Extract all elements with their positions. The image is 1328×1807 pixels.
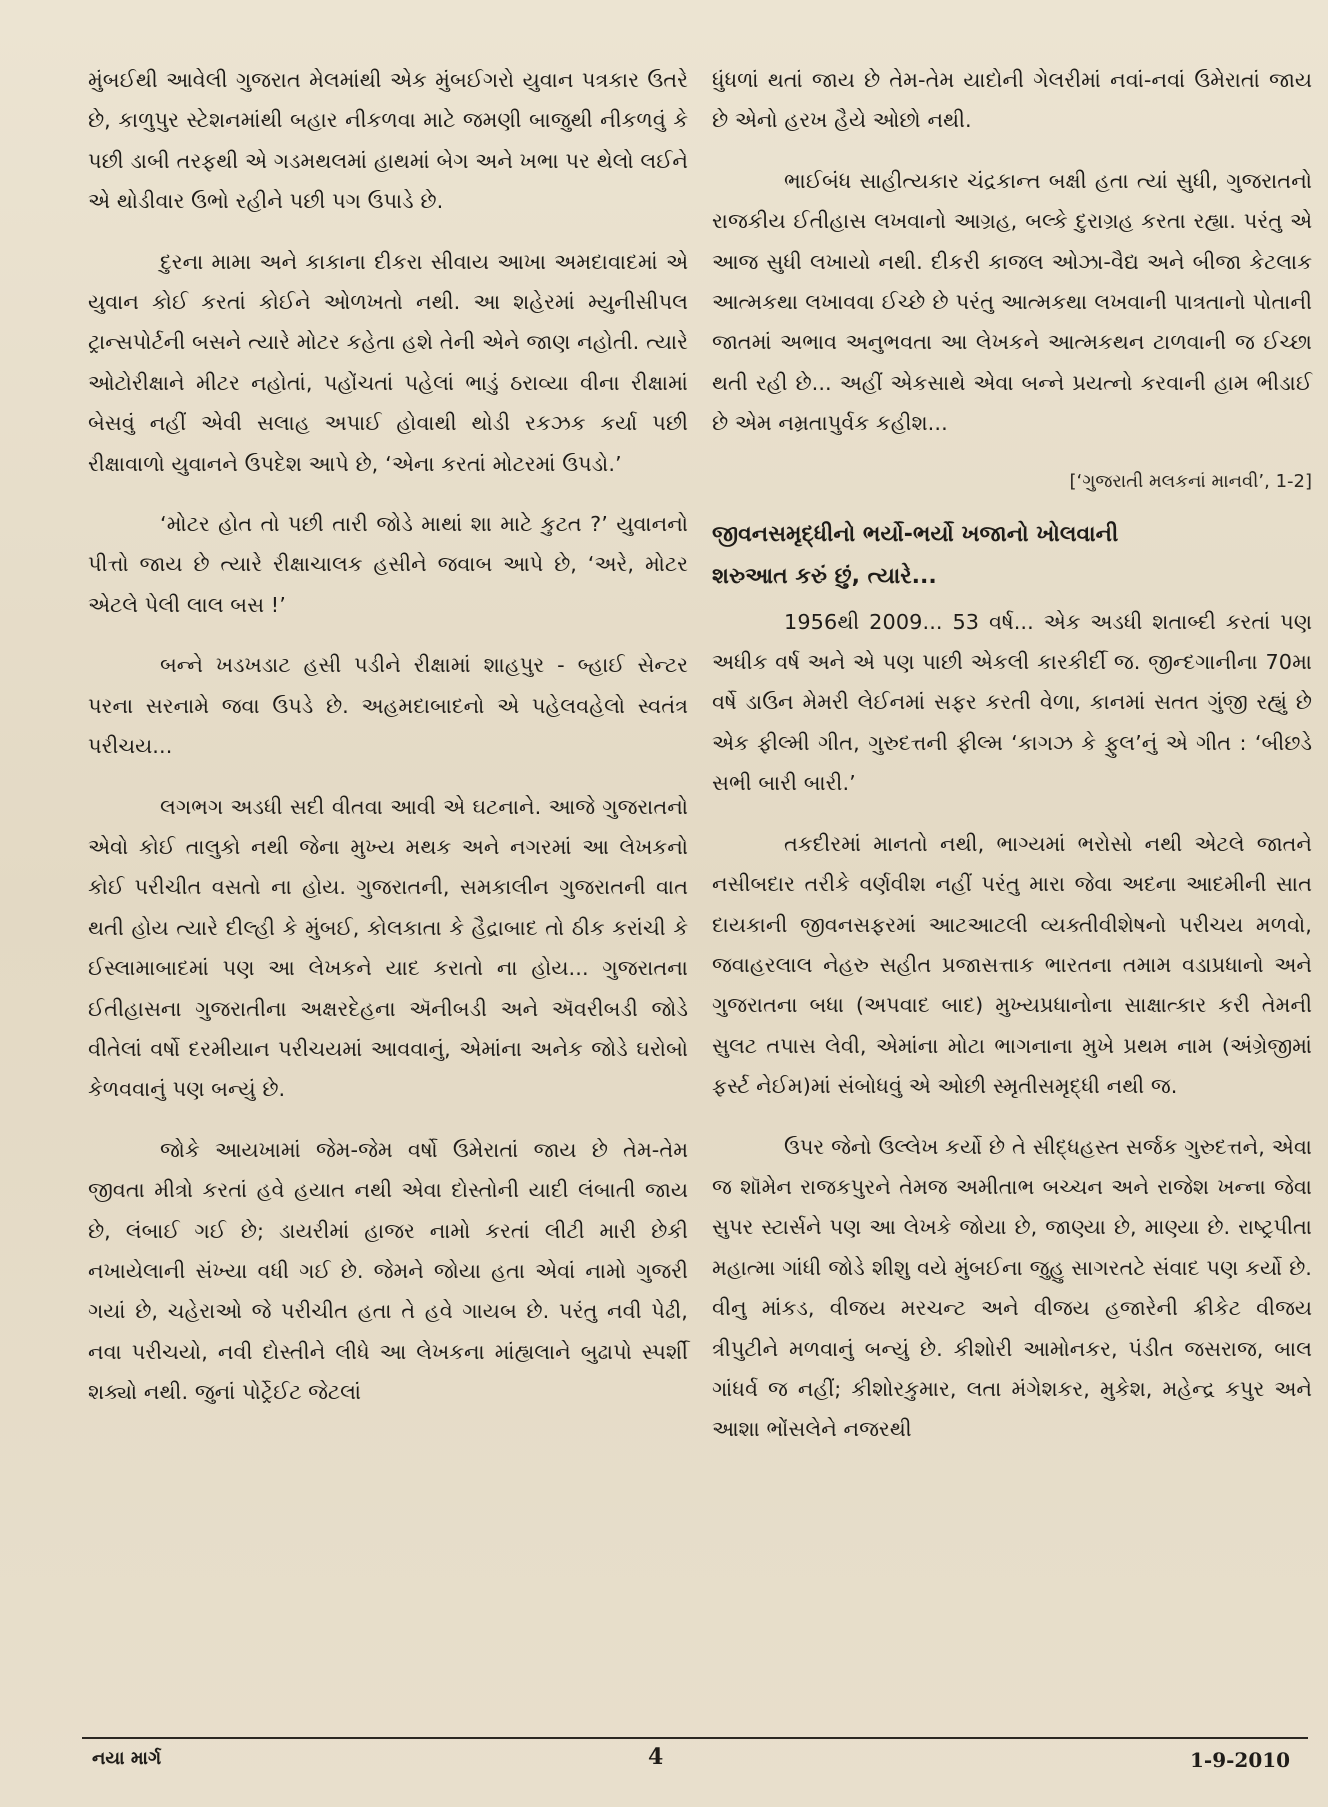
paragraph: મુંબઈથી આવેલી ગુજરાત મેલમાંથી એક મુંબઈગરો યુવાન પત્રકાર ઉતરે છે, કાળુપુર સ્ટેશનમાંથી બહાર નીકળવા માટે જમણી બાજુથી નીકળવું કે પછી ડાબી તરફથી એ ગડમથલમાં હાથમાં બેગ અને ખભા પર થેલો લઈને એ થોડીવાર ઉભો રહીને પછી પગ ઉપાડે છે. xyxy=(88,68,688,214)
section-heading-line: જીવનસમૃદ્ધીનો ભર્યો-ભર્યો ખજાનો ખોલવાની xyxy=(712,521,1119,547)
left-column xyxy=(88,60,688,1433)
paragraph: 1956થી 2009... 53 વર્ષ... એક અડધી શતાબ્દી કરતાં પણ અધીક વર્ષ અને એ પણ પાછી એકલી કારકીર્દી જ. જીન્દગાનીના 70મા વર્ષે ડાઉન મેમરી લેઈનમાં સફર કરતી વેળા, કાનમાં સતત ગુંજી રહ્યું છે એક ફીલ્મી ગીત, ગુરુદત્તની ફીલ્મ ‘કાગઝ કે ફુલ’નું એ ગીત : ‘બીછડે સભી બારી બારી.’ xyxy=(712,609,1312,796)
section-heading xyxy=(712,514,1312,598)
paragraph: તકદીરમાં માનતો નથી, ભાગ્યમાં ભરોસો નથી એટલે જાતને નસીબદાર તરીકે વર્ણવીશ નહીં પરંતુ મારા જેવા અદના આદમીની સાત દાયકાની જીવનસફરમાં આટઆટલી વ્યક્તીવીશેષનો પરીચય મળવો, જવાહરલાલ નેહરુ સહીત પ્રજાસત્તાક ભારતના તમામ વડાપ્રધાનો અને ગુજરાતના બધા (અપવાદ બાદ) મુખ્યપ્રધાનોના સાક્ષાત્કાર કરી તેમની સુલટ તપાસ લેવી, એમાંના મોટા ભાગનાના મુખે પ્રથમ નામ (અંગ્રેજીમાં ફર્સ્ટ નેઈમ)માં સંબોધવું એ ઓછી સ્મૃતીસમૃદ્ધી નથી જ. xyxy=(712,831,1312,1099)
paragraph: ઉપર જેનો ઉલ્લેખ કર્યો છે તે સીદ્ધહસ્ત સર્જક ગુરુદત્તને, એવા જ શૉમેન રાજકપુરને તેમજ અમીતાભ બચ્ચન અને રાજેશ ખન્ના જેવા સુપર સ્ટાર્સને પણ આ લેખકે જોયા છે, જાણ્યા છે, માણ્યા છે. રાષ્ટ્રપીતા મહાત્મા ગાંધી જોડે શીશુ વયે મુંબઈના જુહુ સાગરતટે સંવાદ પણ કર્યો છે. વીનુ માંકડ, વીજય મરચન્ટ અને વીજય હજારેની ક્રીકેટ વીજય ત્રીપુટીને મળવાનું બન્યું છે. કીશોરી આમોનકર, પંડીત જસરાજ, બાલ ગાંધર્વ જ નહીં; કીશોરકુમાર, લતા મંગેશકર, મુકેશ, મહેન્દ્ર કપુર અને આશા ભોંસલેને નજરથી xyxy=(712,1134,1312,1442)
publication-name: નયા માર્ગ xyxy=(92,1748,162,1769)
paragraph: દુરના મામા અને કાકાના દીકરા સીવાય આખા અમદાવાદમાં એ યુવાન કોઈ કરતાં કોઈને ઓળખતો નથી. આ શહેરમાં મ્યુનીસીપલ ટ્રાન્સપોર્ટની બસને ત્યારે મોટર કહેતા હશે તેની એને જાણ નહોતી. ત્યારે ઓટોરીક્ષાને મીટર નહોતાં, પહોંચતાં પહેલાં ભાડું ઠરાવ્યા વીના રીક્ષામાં બેસવું નહીં એવી સલાહ અપાઈ હોવાથી થોડી રકઝક કર્યા પછી રીક્ષાવાળો યુવાનને ઉપદેશ આપે છે, ‘એના કરતાં મોટરમાં ઉપડો.’ xyxy=(88,249,688,476)
page-number: 4 xyxy=(648,1744,664,1770)
paragraph: ‘મોટર હોત તો પછી તારી જોડે માથાં શા માટે કુટત ?’ યુવાનનો પીત્તો જાય છે ત્યારે રીક્ષાચાલક હસીને જવાબ આપે છે, ‘અરે, મોટર એટલે પેલી લાલ બસ !’ xyxy=(88,512,688,617)
section-heading-line: શરુઆત કરું છું, ત્યારે... xyxy=(712,563,937,589)
right-column xyxy=(712,60,1312,1470)
issue-date: 1-9-2010 xyxy=(1190,1748,1291,1772)
paragraph: જોકે આયખામાં જેમ-જેમ વર્ષો ઉમેરાતાં જાય છે તેમ-તેમ જીવતા મીત્રો કરતાં હવે હયાત નથી એવા દોસ્તોની યાદી લંબાતી જાય છે, લંબાઈ ગઈ છે; ડાયરીમાં હાજર નામો કરતાં લીટી મારી છેકી નખાયેલાની સંખ્યા વધી ગઈ છે. જેમને જોયા હતા એવાં નામો ગુજરી ગયાં છે, ચહેરાઓ જે પરીચીત હતા તે હવે ગાયબ છે. પરંતુ નવી પેઢી, નવા પરીચયો, નવી દોસ્તીને લીધે આ લેખકના માંહ્યલાને બુઢાપો સ્પર્શી શક્યો નથી. જુનાં પોર્ટ્રેઈટ જેટલાં xyxy=(88,1137,688,1405)
footer-divider xyxy=(82,1737,1308,1739)
paragraph: ધુંધળાં થતાં જાય છે તેમ-તેમ યાદોની ગેલરીમાં નવાં-નવાં ઉમેરાતાં જાય છે એનો હરખ હૈયે ઓછો નથી. xyxy=(712,68,1312,133)
paragraph: ભાઈબંધ સાહીત્યકાર ચંદ્રકાન્ત બક્ષી હતા ત્યાં સુધી, ગુજરાતનો રાજકીય ઈતીહાસ લખવાનો આગ્રહ, બલ્કે દુરાગ્રહ કરતા રહ્યા. પરંતુ એ આજ સુધી લખાયો નથી. દીકરી કાજલ ઓઝા-વૈદ્ય અને બીજા કેટલાક આત્મકથા લખાવવા ઈચ્છે છે પરંતુ આત્મકથા લખવાની પાત્રતાનો પોતાની જાતમાં અભાવ અનુભવતા આ લેખકને આત્મકથન ટાળવાની જ ઈચ્છા થતી રહી છે... અહીં એકસાથે એવા બન્ને પ્રયત્નો કરવાની હામ ભીડાઈ છે એમ નમ્રતાપુર્વક કહીશ... xyxy=(712,168,1312,436)
citation: [‘ગુજરાતી મલકનાં માનવી’, 1-2] xyxy=(1069,470,1312,492)
paragraph: બન્ને ખડખડાટ હસી પડીને રીક્ષામાં શાહપુર - બ્હાઈ સેન્ટર પરના સરનામે જવા ઉપડે છે. અહમદાબાદનો એ પહેલવહેલો સ્વતંત્ર પરીચય... xyxy=(88,653,688,759)
paragraph: લગભગ અડધી સદી વીતવા આવી એ ઘટનાને. આજે ગુજરાતનો એવો કોઈ તાલુકો નથી જેના મુખ્ય મથક અને નગરમાં આ લેખકનો કોઈ પરીચીત વસતો ના હોય. ગુજરાતની, સમકાલીન ગુજરાતની વાત થતી હોય ત્યારે દીલ્હી કે મુંબઈ, કોલકાતા કે હૈદ્રાબાદ તો ઠીક કરાંચી કે ઈસ્લામાબાદમાં પણ આ લેખકને યાદ કરાતો ના હોય... ગુજરાતના ઈતીહાસના ગુજરાતીના અક્ષરદેહના ઍનીબડી અને ઍવરીબડી જોડે વીતેલાં વર્ષો દરમીયાન પરીચયમાં આવવાનું, એમાંના અનેક જોડે ઘરોબો કેળવવાનું પણ બન્યું છે. xyxy=(88,794,688,1102)
